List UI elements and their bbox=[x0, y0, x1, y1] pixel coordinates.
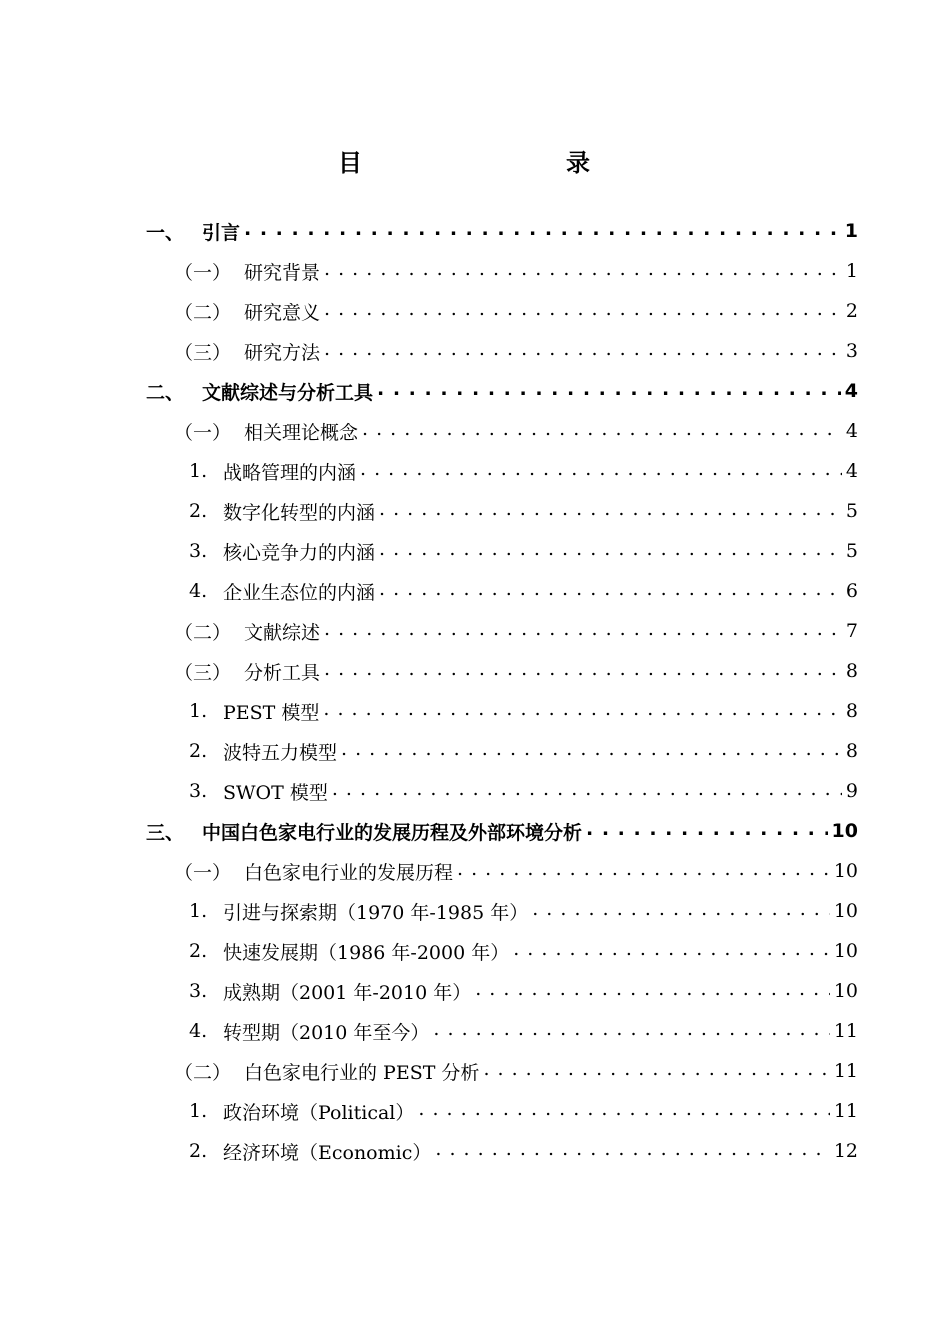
toc-entry-level-3[interactable] bbox=[0, 891, 950, 931]
toc-entry-level-2[interactable] bbox=[0, 651, 950, 691]
toc-entry-level-2[interactable] bbox=[0, 291, 950, 331]
toc-entry-page-number: 9 bbox=[845, 780, 858, 802]
toc-entry-label bbox=[189, 538, 375, 565]
toc-entry-page-number: 5 bbox=[845, 540, 858, 562]
toc-entry-level-3[interactable] bbox=[0, 1131, 950, 1171]
toc-entry-level-3[interactable] bbox=[0, 1091, 950, 1131]
toc-entry-title: 分析工具 bbox=[244, 661, 321, 684]
toc-dot-leader bbox=[362, 420, 842, 442]
toc-entry-number: （一） bbox=[174, 861, 232, 884]
toc-entry-level-2[interactable] bbox=[0, 411, 950, 451]
toc-entry-level-2[interactable] bbox=[0, 251, 950, 291]
toc-entry-label bbox=[189, 778, 328, 805]
toc-dot-leader bbox=[244, 220, 841, 242]
toc-entry-page-number: 6 bbox=[845, 580, 858, 602]
toc-entry-label bbox=[189, 458, 356, 485]
toc-entry-page-number: 11 bbox=[833, 1100, 858, 1122]
toc-entry-number: 1. bbox=[189, 900, 208, 922]
toc-entry-page-number: 5 bbox=[845, 500, 858, 522]
toc-entry-label bbox=[174, 298, 320, 325]
toc-entry-title: 研究方法 bbox=[244, 341, 321, 364]
toc-dot-leader bbox=[418, 1100, 829, 1122]
toc-entry-page-number: 4 bbox=[844, 380, 858, 402]
toc-entry-number: 一、 bbox=[146, 221, 185, 244]
toc-dot-leader bbox=[324, 300, 842, 322]
toc-entry-label bbox=[146, 818, 582, 845]
toc-entry-label bbox=[146, 218, 240, 245]
toc-entry-title: 核心竞争力的内涵 bbox=[223, 541, 376, 564]
toc-entry-page-number: 1 bbox=[845, 260, 858, 282]
toc-entry-page-number: 10 bbox=[831, 820, 858, 842]
toc-entry-level-1[interactable] bbox=[0, 211, 950, 251]
table-of-contents bbox=[0, 211, 950, 1171]
toc-entry-number: 1. bbox=[189, 700, 208, 722]
toc-entry-level-3[interactable] bbox=[0, 691, 950, 731]
toc-entry-page-number: 10 bbox=[833, 940, 858, 962]
toc-dot-leader bbox=[324, 340, 842, 362]
toc-entry-page-number: 2 bbox=[845, 300, 858, 322]
toc-entry-label bbox=[174, 618, 320, 645]
toc-entry-title: 文献综述 bbox=[244, 621, 321, 644]
toc-dot-leader bbox=[341, 740, 842, 762]
toc-entry-page-number: 4 bbox=[845, 420, 858, 442]
toc-entry-level-2[interactable] bbox=[0, 1051, 950, 1091]
toc-entry-title: 引言 bbox=[202, 221, 241, 244]
toc-entry-label bbox=[174, 658, 320, 685]
toc-entry-level-3[interactable] bbox=[0, 771, 950, 811]
toc-dot-leader bbox=[377, 380, 841, 402]
toc-entry-number: 二、 bbox=[146, 381, 185, 404]
toc-entry-title: 文献综述与分析工具 bbox=[202, 381, 374, 404]
toc-dot-leader bbox=[513, 940, 830, 962]
toc-entry-title: 经济环境（Economic） bbox=[223, 1141, 432, 1164]
toc-dot-leader bbox=[379, 540, 842, 562]
toc-dot-leader bbox=[475, 980, 830, 1002]
toc-entry-level-3[interactable] bbox=[0, 571, 950, 611]
toc-entry-number: 2. bbox=[189, 1140, 208, 1162]
toc-entry-page-number: 7 bbox=[845, 620, 858, 642]
toc-entry-level-3[interactable] bbox=[0, 731, 950, 771]
toc-entry-number: （二） bbox=[174, 1061, 232, 1084]
toc-entry-number: 3. bbox=[189, 780, 208, 802]
toc-entry-title: 研究背景 bbox=[244, 261, 321, 284]
toc-dot-leader bbox=[435, 1140, 829, 1162]
toc-entry-page-number: 8 bbox=[845, 660, 858, 682]
toc-entry-level-3[interactable] bbox=[0, 451, 950, 491]
toc-entry-number: （二） bbox=[174, 621, 232, 644]
toc-dot-leader bbox=[379, 580, 842, 602]
toc-entry-title: 数字化转型的内涵 bbox=[223, 501, 376, 524]
toc-entry-title: 快速发展期（1986 年-2000 年） bbox=[223, 941, 510, 964]
toc-entry-title: 引进与探索期（1970 年-1985 年） bbox=[223, 901, 529, 924]
toc-entry-number: 3. bbox=[189, 980, 208, 1002]
toc-dot-leader bbox=[324, 260, 842, 282]
toc-entry-title: 企业生态位的内涵 bbox=[223, 581, 376, 604]
toc-entry-number: 2. bbox=[189, 740, 208, 762]
toc-title: 目 录 bbox=[338, 149, 642, 177]
toc-entry-label bbox=[146, 378, 373, 405]
toc-entry-level-3[interactable] bbox=[0, 491, 950, 531]
toc-entry-number: （一） bbox=[174, 261, 232, 284]
toc-entry-page-number: 8 bbox=[845, 740, 858, 762]
toc-entry-title: 政治环境（Political） bbox=[223, 1101, 415, 1124]
toc-entry-label bbox=[189, 498, 375, 525]
toc-entry-label bbox=[189, 1138, 431, 1165]
toc-entry-title: 成熟期（2001 年-2010 年） bbox=[223, 981, 472, 1004]
toc-entry-number: 2. bbox=[189, 500, 208, 522]
toc-entry-number: （一） bbox=[174, 421, 232, 444]
toc-entry-page-number: 11 bbox=[833, 1020, 858, 1042]
toc-entry-title: 研究意义 bbox=[244, 301, 321, 324]
toc-entry-level-3[interactable] bbox=[0, 931, 950, 971]
toc-entry-label bbox=[189, 898, 528, 925]
toc-entry-label bbox=[174, 258, 320, 285]
toc-entry-title: PEST 模型 bbox=[223, 701, 320, 724]
toc-dot-leader bbox=[332, 780, 842, 802]
toc-dot-leader bbox=[324, 620, 842, 642]
toc-dot-leader bbox=[379, 500, 842, 522]
toc-dot-leader bbox=[360, 460, 842, 482]
toc-entry-number: （二） bbox=[174, 301, 232, 324]
toc-entry-number: （三） bbox=[174, 661, 232, 684]
toc-entry-page-number: 10 bbox=[833, 980, 858, 1002]
toc-entry-page-number: 4 bbox=[845, 460, 858, 482]
toc-dot-leader bbox=[586, 820, 828, 842]
toc-entry-level-2[interactable] bbox=[0, 331, 950, 371]
toc-entry-page-number: 12 bbox=[833, 1140, 858, 1162]
toc-entry-label bbox=[174, 858, 453, 885]
toc-entry-title: 战略管理的内涵 bbox=[223, 461, 357, 484]
toc-entry-number: 4. bbox=[189, 580, 208, 602]
toc-entry-number: （三） bbox=[174, 341, 232, 364]
toc-entry-page-number: 3 bbox=[845, 340, 858, 362]
toc-entry-title: 白色家电行业的发展历程 bbox=[244, 861, 454, 884]
toc-dot-leader bbox=[433, 1020, 829, 1042]
toc-entry-number: 4. bbox=[189, 1020, 208, 1042]
toc-entry-number: 三、 bbox=[146, 821, 185, 844]
toc-entry-label bbox=[189, 578, 375, 605]
toc-entry-number: 1. bbox=[189, 1100, 208, 1122]
toc-entry-number: 1. bbox=[189, 460, 208, 482]
toc-entry-label bbox=[189, 938, 509, 965]
toc-entry-page-number: 10 bbox=[833, 860, 858, 882]
toc-entry-number: 2. bbox=[189, 940, 208, 962]
toc-entry-label bbox=[189, 978, 471, 1005]
toc-entry-page-number: 11 bbox=[833, 1060, 858, 1082]
toc-entry-level-2[interactable] bbox=[0, 611, 950, 651]
toc-entry-level-3[interactable] bbox=[0, 531, 950, 571]
toc-entry-page-number: 8 bbox=[845, 700, 858, 722]
toc-entry-level-1[interactable] bbox=[0, 811, 950, 851]
toc-entry-level-3[interactable] bbox=[0, 971, 950, 1011]
toc-dot-leader bbox=[324, 660, 842, 682]
toc-entry-label bbox=[189, 738, 337, 765]
toc-entry-title: 转型期（2010 年至今） bbox=[223, 1021, 430, 1044]
toc-entry-label bbox=[174, 1058, 479, 1085]
toc-entry-number: 3. bbox=[189, 540, 208, 562]
toc-entry-label bbox=[189, 1098, 414, 1125]
toc-dot-leader bbox=[457, 860, 830, 882]
toc-entry-title: 相关理论概念 bbox=[244, 421, 359, 444]
toc-entry-label bbox=[189, 698, 319, 725]
toc-dot-leader bbox=[483, 1060, 829, 1082]
toc-entry-label bbox=[174, 418, 358, 445]
toc-dot-leader bbox=[532, 900, 830, 922]
toc-entry-level-2[interactable] bbox=[0, 851, 950, 891]
toc-entry-title: 中国白色家电行业的发展历程及外部环境分析 bbox=[202, 821, 583, 844]
toc-entry-page-number: 1 bbox=[844, 220, 858, 242]
toc-entry-page-number: 10 bbox=[833, 900, 858, 922]
toc-entry-label bbox=[189, 1018, 429, 1045]
toc-dot-leader bbox=[323, 700, 842, 722]
toc-entry-label bbox=[174, 338, 320, 365]
toc-entry-level-1[interactable] bbox=[0, 371, 950, 411]
toc-entry-title: SWOT 模型 bbox=[223, 781, 328, 804]
toc-entry-title: 白色家电行业的 PEST 分析 bbox=[244, 1061, 480, 1084]
toc-entry-level-3[interactable] bbox=[0, 1011, 950, 1051]
toc-entry-title: 波特五力模型 bbox=[223, 741, 338, 764]
